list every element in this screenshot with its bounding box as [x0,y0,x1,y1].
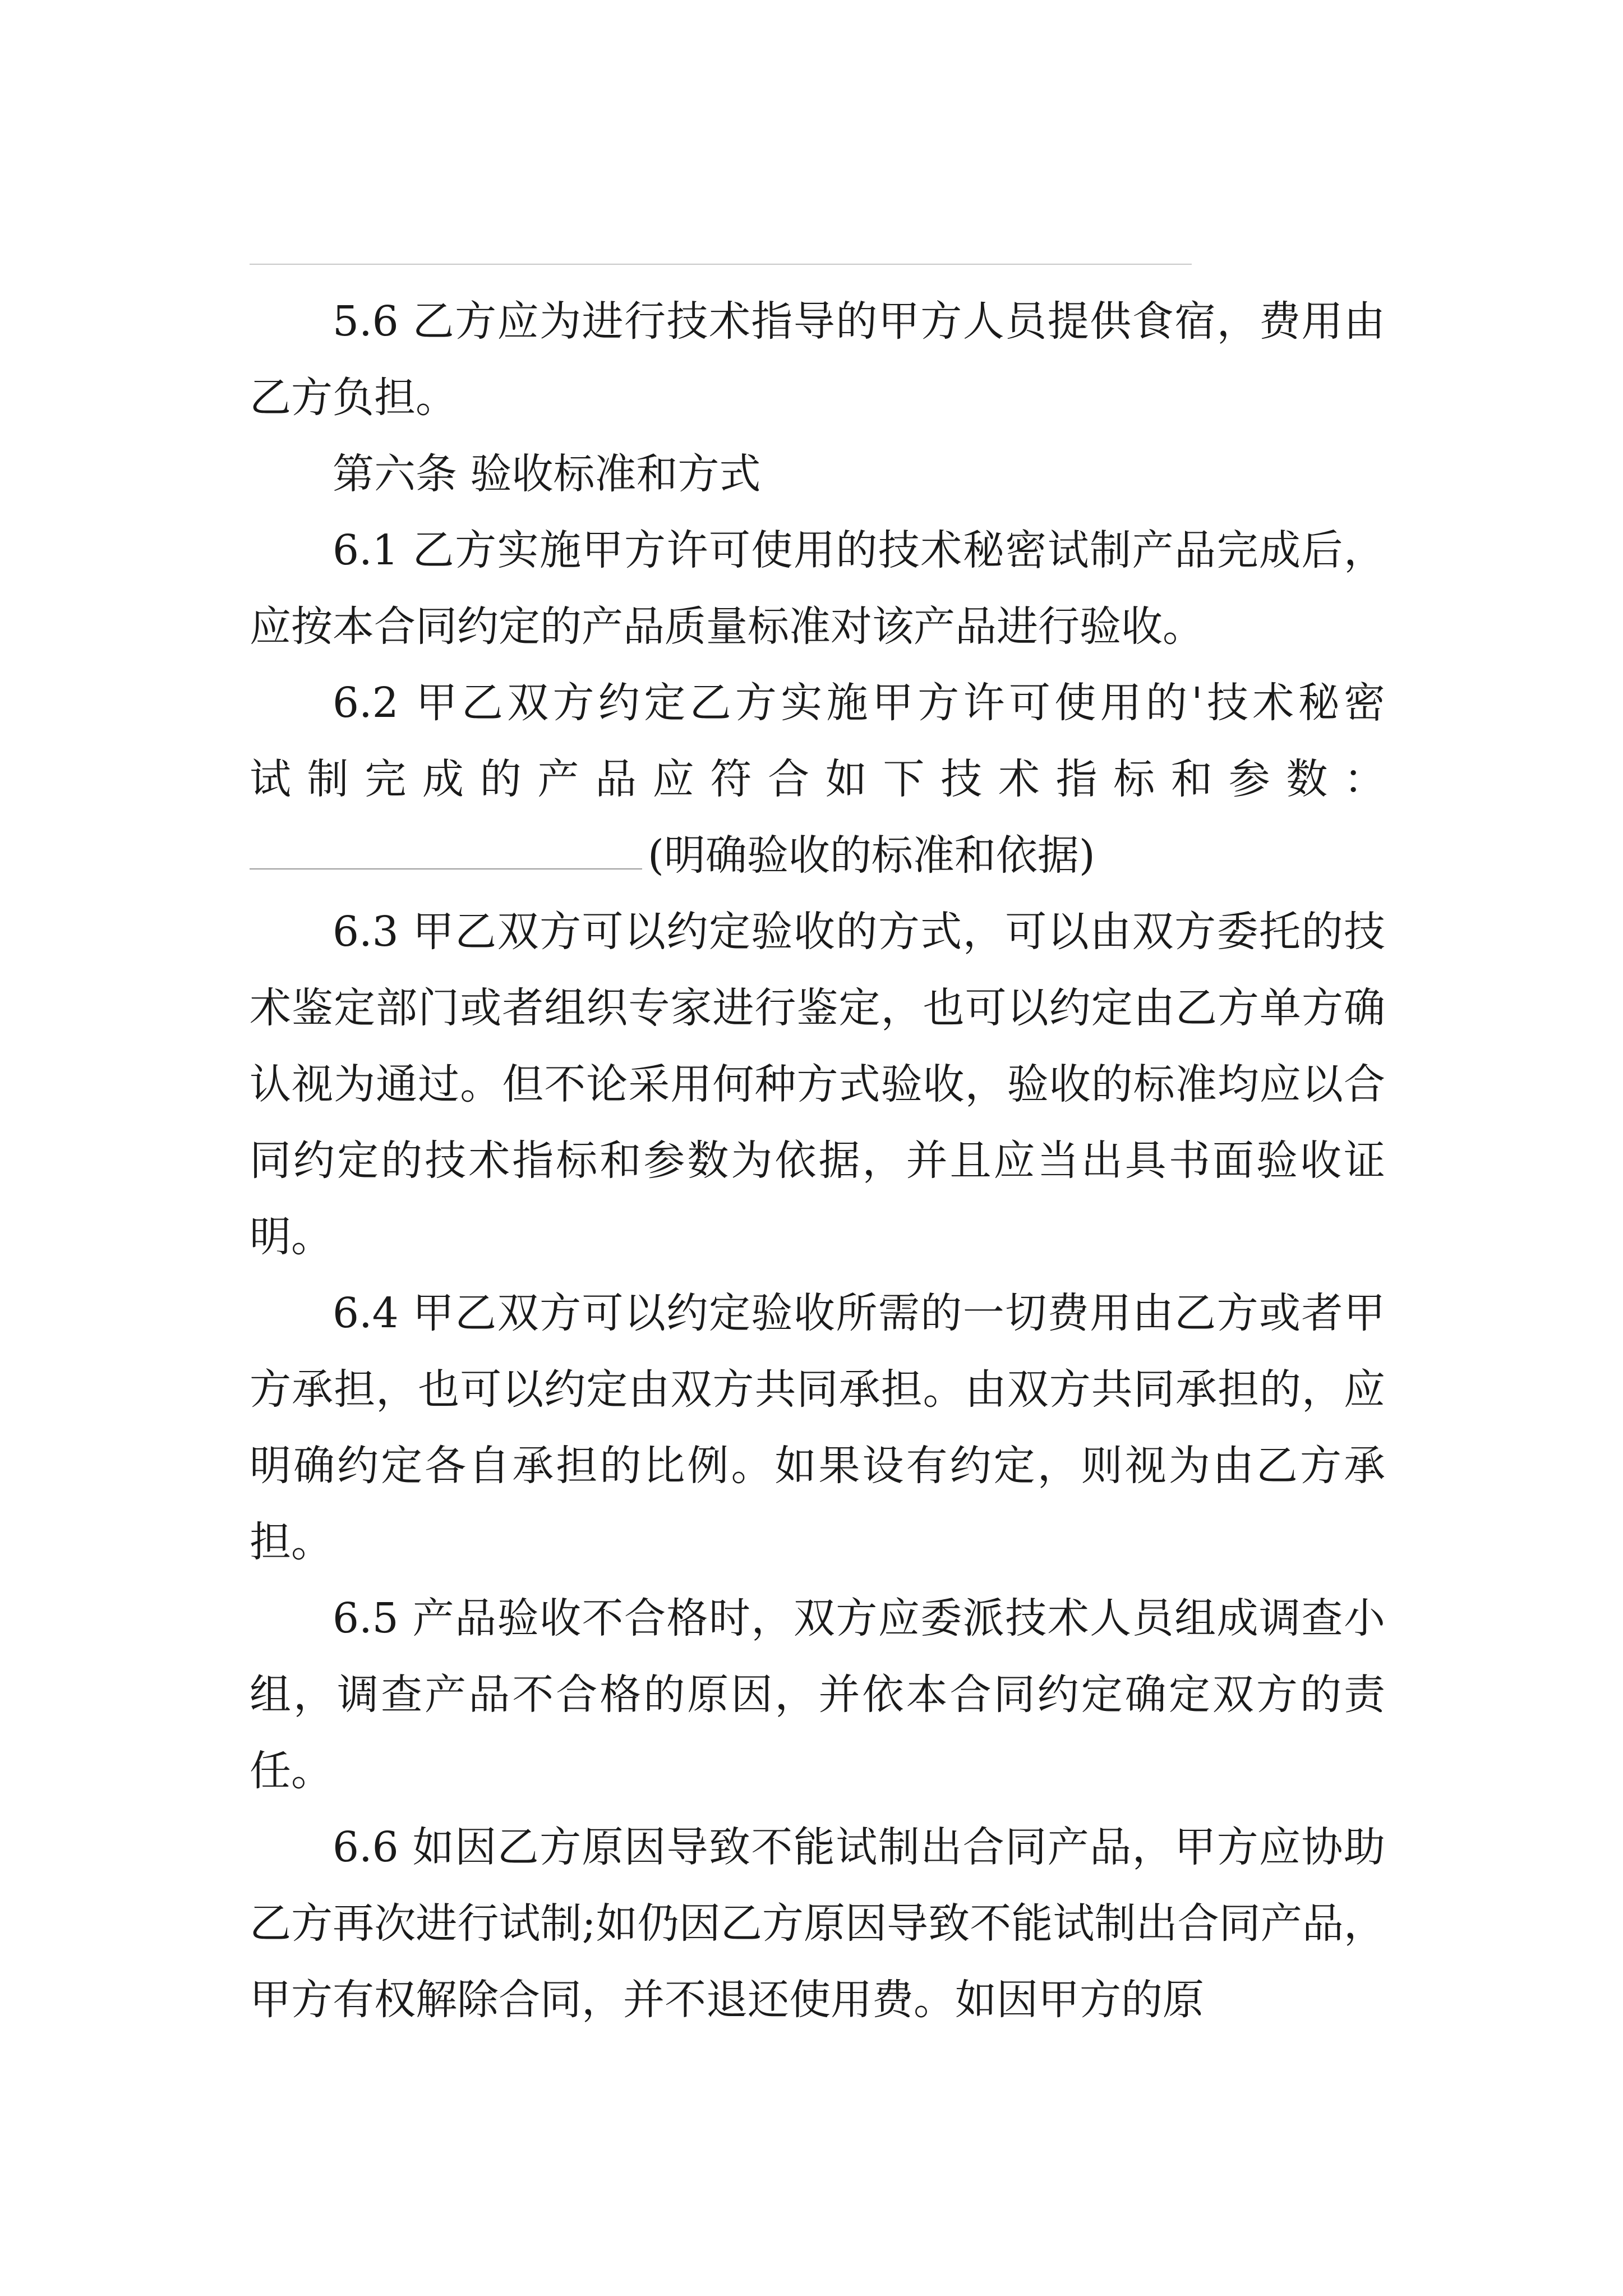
clause-6-2-line-1: 6.2 甲乙双方约定乙方实施甲方许可使用的'技术秘密 [333,679,1385,727]
article-6-title: 第六条 验收标准和方式 [333,450,761,498]
clause-6-2 [250,665,1385,894]
clause-6-5: 6.5 产品验收不合格时，双方应委派技术人员组成调查小组，调查产品不合格的原因，并依本合同约定确定双方的责任。 [250,1594,1385,1795]
clause-5-6: 5.6 乙方应为进行技术指导的甲方人员提供食宿，费用由乙方负担。 [250,297,1385,422]
fill-in-blank [250,829,642,869]
header-rule [250,264,1192,265]
clause-6-3: 6.3 甲乙双方可以约定验收的方式，可以由双方委托的技术鉴定部门或者组织专家进行鉴定，也可以约定由乙方单方确认视为通过。但不论采用何种方式验收，验收的标准均应以合同约定的技术指标和参数为依据，并且应当出具书面验收证明。 [250,908,1385,1261]
clause-6-2-line-2: 试制完成的产品应符合如下技术指标和参数： [250,755,1385,803]
document-body [250,283,1385,2038]
clause-6-4: 6.4 甲乙双方可以约定验收所需的一切费用由乙方或者甲方承担，也可以约定由双方共同承担。由双方共同承担的，应明确约定各自承担的比例。如果设有约定，则视为由乙方承担。 [250,1289,1385,1566]
clause-6-2-line-3 [250,817,1385,894]
clause-6-1: 6.1 乙方实施甲方许可使用的技术秘密试制产品完成后，应按本合同约定的产品质量标准对该产品进行验收。 [250,526,1385,651]
clause-6-6: 6.6 如因乙方原因导致不能试制出合同产品，甲方应协助乙方再次进行试制;如仍因乙方原因导致不能试制出合同产品，甲方有权解除合同，并不退还使用费。如因甲方的原 [250,1823,1385,2024]
clause-6-2-note: (明确验收的标准和依据) [648,831,1095,880]
